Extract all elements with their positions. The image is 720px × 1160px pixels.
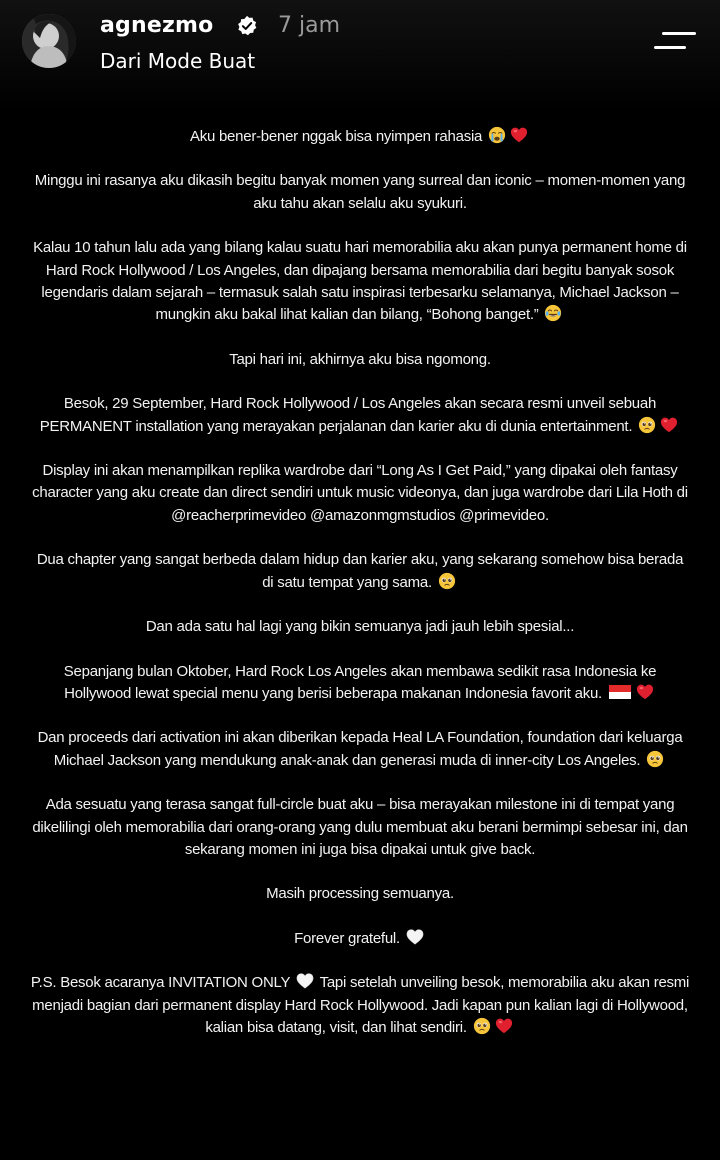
username[interactable]: agnezmo xyxy=(100,13,214,38)
white-heart-emoji-icon xyxy=(406,928,424,946)
story-paragraph xyxy=(30,661,690,706)
story-paragraph xyxy=(30,460,690,527)
story-paragraph xyxy=(30,616,690,638)
paragraph-text: Minggu ini rasanya aku dikasih begitu banyak momen yang surreal dan iconic – momen-momen yang aku tahu akan selalu aku syukuri. xyxy=(34,172,686,212)
paragraph-text: Masih processing semuanya. xyxy=(266,885,454,903)
pleading-face-emoji-icon xyxy=(438,572,456,590)
paragraph-text: P.S. Besok acaranya INVITATION ONLY xyxy=(30,974,290,992)
paragraph-text: Dan proceeds dari activation ini akan diberikan kepada Heal LA Foundation, foundation dari keluarga Michael Jackson yang mendukung anak-anak dan generasi muda di inner-city Los Angeles. xyxy=(37,729,683,769)
pleading-face-emoji-icon xyxy=(473,1017,491,1035)
story-paragraph xyxy=(30,549,690,594)
story-paragraph xyxy=(30,972,690,1039)
story-paragraph xyxy=(30,928,690,950)
paragraph-text: Sepanjang bulan Oktober, Hard Rock Los Angeles akan membawa sedikit rasa Indonesia ke Hollywood lewat special menu yang berisi beberapa makanan Indonesia favorit aku. xyxy=(63,662,657,702)
paragraph-text: Display ini akan menampilkan replika wardrobe dari “Long As I Get Paid,” yang dipakai oleh fantasy character yang aku create dan direct sendiri untuk music videonya, dan juga wardrobe dari Lila Hoth di @reacherprimevideo @amazonmgmstudios @primevideo. xyxy=(32,462,688,524)
story-paragraph xyxy=(30,393,690,438)
pleading-face-emoji-icon xyxy=(638,416,656,434)
avatar-photo xyxy=(22,14,76,68)
story-paragraph xyxy=(30,237,690,327)
story-text xyxy=(30,126,690,1061)
paragraph-text: Ada sesuatu yang terasa sangat full-circle buat aku – bisa merayakan milestone ini di tempat yang dikelilingi oleh memorabilia dari orang-orang yang dulu membuat aku berani bermimpi sebesar ini, dan sekarang momen ini juga bisa dipakai untuk give back. xyxy=(32,796,688,858)
menu-button[interactable] xyxy=(652,26,698,58)
story-paragraph xyxy=(30,883,690,905)
pleading-face-emoji-icon xyxy=(646,750,664,768)
post-time: 7 jam xyxy=(278,13,341,38)
paragraph-text: Aku bener-bener nggak bisa nyimpen rahasia xyxy=(189,128,483,145)
story-paragraph xyxy=(30,349,690,371)
red-heart-emoji-icon xyxy=(510,126,528,144)
menu-line-icon xyxy=(662,32,696,35)
paragraph-text: Kalau 10 tahun lalu ada yang bilang kalau suatu hari memorabilia aku akan punya permanent home di Hard Rock Hollywood / Los Angeles, dan dipajang bersama memorabilia dari begitu banyak sosok legendaris dalam sejarah – termasuk salah satu inspirasi terbesarku selamanya, Michael Jackson – mungkin aku bakal lihat kalian dan bilang, “Bohong banget.” xyxy=(33,239,687,324)
indonesia-flag-emoji-icon xyxy=(608,683,632,701)
red-heart-emoji-icon xyxy=(495,1017,513,1035)
tears-of-joy-emoji-icon xyxy=(544,304,562,322)
verified-badge-icon xyxy=(236,15,258,37)
story-paragraph xyxy=(30,126,690,148)
story-paragraph xyxy=(30,794,690,861)
story-header xyxy=(0,0,720,100)
paragraph-text: Tapi hari ini, akhirnya aku bisa ngomong. xyxy=(229,350,491,368)
red-heart-emoji-icon xyxy=(636,683,654,701)
red-heart-emoji-icon xyxy=(660,416,678,434)
avatar[interactable] xyxy=(22,14,76,68)
story-paragraph xyxy=(30,170,690,215)
paragraph-text: Dan ada satu hal lagi yang bikin semuanya jadi jauh lebih spesial... xyxy=(145,618,575,636)
paragraph-text: Besok, 29 September, Hard Rock Hollywood / Los Angeles akan secara resmi unveil sebuah PERMANENT installation yang merayakan perjalanan dan karier aku di dunia entertainment. xyxy=(39,395,657,435)
paragraph-text: Dua chapter yang sangat berbeda dalam hidup dan karier aku, yang sekarang somehow bisa berada di satu tempat yang sama. xyxy=(36,551,684,591)
paragraph-text: Tapi setelah unveiling besok, memorabilia aku akan resmi menjadi bagian dari permanent display Hard Rock Hollywood. Jadi kapan pun kalian lagi di Hollywood, kalian bisa datang, visit, dan lihat sendiri. xyxy=(32,974,690,1036)
paragraph-text: Forever grateful. xyxy=(294,929,400,947)
story-source-label: Dari Mode Buat xyxy=(100,49,256,73)
menu-line-icon xyxy=(654,46,686,49)
story-paragraph xyxy=(30,727,690,772)
white-heart-emoji-icon xyxy=(296,972,314,990)
crying-face-emoji-icon xyxy=(488,126,506,144)
